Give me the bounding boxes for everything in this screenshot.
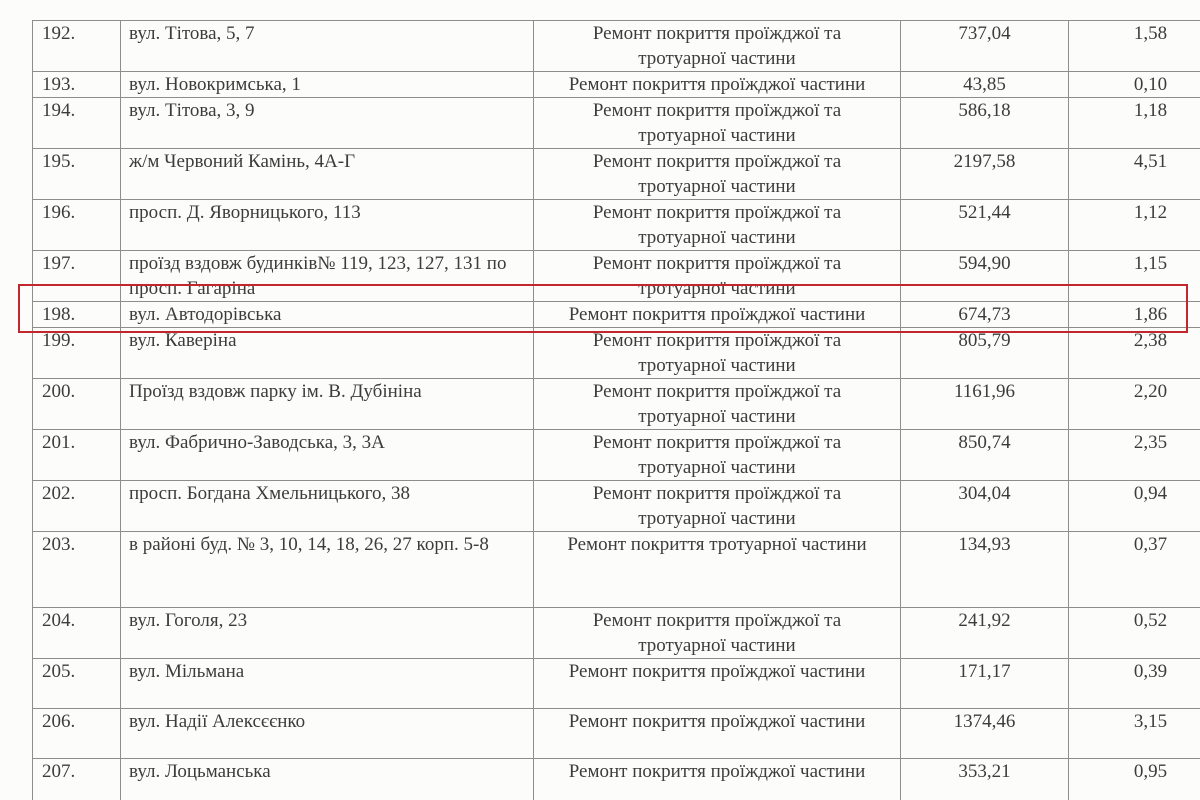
address-cell: Проїзд вздовж парку ім. В. Дубініна xyxy=(121,379,534,430)
area-cell: 171,17 xyxy=(901,659,1069,709)
work-line-2: тротуарної частини xyxy=(638,176,796,197)
address-cell: просп. Богдана Хмельницького, 38 xyxy=(121,481,534,532)
table-row xyxy=(33,251,1200,302)
row-number: 195. xyxy=(33,149,121,200)
row-number: 193. xyxy=(33,72,121,98)
work-line-2: тротуарної частини xyxy=(638,355,796,376)
cost-cell: 0,94 xyxy=(1069,481,1200,532)
cost-cell: 1,18 xyxy=(1069,98,1200,149)
repair-works-table xyxy=(32,20,1200,800)
work-line-1: Ремонт покриття проїжджої та xyxy=(592,100,842,121)
area-cell: 2197,58 xyxy=(901,149,1069,200)
work-line-1: Ремонт покриття проїжджої та xyxy=(592,483,842,504)
row-number: 197. xyxy=(33,251,121,302)
work-line-1: Ремонт покриття проїжджої та xyxy=(592,253,842,274)
area-cell: 134,93 xyxy=(901,532,1069,608)
row-number: 204. xyxy=(33,608,121,659)
area-cell: 674,73 xyxy=(901,302,1069,328)
work-type-cell: Ремонт покриття проїжджої частини xyxy=(534,659,901,709)
cost-cell: 1,58 xyxy=(1069,21,1200,72)
work-line-1: Ремонт покриття проїжджої та xyxy=(592,432,842,453)
work-line-1: Ремонт покриття проїжджої та xyxy=(592,23,842,44)
cost-cell: 0,39 xyxy=(1069,659,1200,709)
area-cell: 43,85 xyxy=(901,72,1069,98)
cost-cell: 1,15 xyxy=(1069,251,1200,302)
area-cell: 586,18 xyxy=(901,98,1069,149)
table-row xyxy=(33,72,1200,98)
table-row xyxy=(33,608,1200,659)
address-cell: вул. Тітова, 3, 9 xyxy=(121,98,534,149)
work-type-cell xyxy=(534,481,901,532)
work-line-1: Ремонт покриття проїжджої та xyxy=(592,202,842,223)
work-line-1: Ремонт покриття проїжджої та xyxy=(592,381,842,402)
cost-cell: 0,52 xyxy=(1069,608,1200,659)
work-type-cell xyxy=(534,200,901,251)
work-type-cell xyxy=(534,430,901,481)
work-type-cell: Ремонт покриття проїжджої частини xyxy=(534,302,901,328)
work-line-2: тротуарної частини xyxy=(638,125,796,146)
work-line-2: тротуарної частини xyxy=(638,278,796,299)
table-row-highlighted xyxy=(33,302,1200,328)
table-row xyxy=(33,430,1200,481)
address-cell: проїзд вздовж будинків№ 119, 123, 127, 131 по просп. Гагаріна xyxy=(121,251,534,302)
cost-cell: 0,95 xyxy=(1069,759,1200,800)
address-cell: в районі буд. № 3, 10, 14, 18, 26, 27 корп. 5-8 xyxy=(121,532,534,608)
area-cell: 353,21 xyxy=(901,759,1069,800)
work-type-cell xyxy=(534,379,901,430)
area-cell: 304,04 xyxy=(901,481,1069,532)
cost-cell: 2,20 xyxy=(1069,379,1200,430)
work-line-1: Ремонт покриття проїжджої та xyxy=(592,330,842,351)
address-cell: вул. Лоцьманська xyxy=(121,759,534,800)
address-cell: ж/м Червоний Камінь, 4А-Г xyxy=(121,149,534,200)
work-type-cell xyxy=(534,328,901,379)
work-line-2: тротуарної частини xyxy=(638,635,796,656)
address-cell: вул. Гоголя, 23 xyxy=(121,608,534,659)
work-line-2: тротуарної частини xyxy=(638,508,796,529)
row-number: 203. xyxy=(33,532,121,608)
work-type-cell: Ремонт покриття проїжджої частини xyxy=(534,759,901,800)
table-row xyxy=(33,328,1200,379)
area-cell: 1374,46 xyxy=(901,709,1069,759)
cost-cell: 3,15 xyxy=(1069,709,1200,759)
row-number: 206. xyxy=(33,709,121,759)
cost-cell: 0,10 xyxy=(1069,72,1200,98)
row-number: 200. xyxy=(33,379,121,430)
row-number: 199. xyxy=(33,328,121,379)
cost-cell: 2,38 xyxy=(1069,328,1200,379)
work-type-cell xyxy=(534,21,901,72)
row-number: 194. xyxy=(33,98,121,149)
table-row xyxy=(33,379,1200,430)
cost-cell: 0,37 xyxy=(1069,532,1200,608)
row-number: 205. xyxy=(33,659,121,709)
work-line-2: тротуарної частини xyxy=(638,48,796,69)
table-row xyxy=(33,149,1200,200)
work-line-1: Ремонт покриття проїжджої та xyxy=(592,151,842,172)
row-number: 196. xyxy=(33,200,121,251)
work-line-2: тротуарної частини xyxy=(638,457,796,478)
address-cell: вул. Каверіна xyxy=(121,328,534,379)
area-cell: 1161,96 xyxy=(901,379,1069,430)
row-number: 192. xyxy=(33,21,121,72)
cost-cell: 1,12 xyxy=(1069,200,1200,251)
work-type-cell xyxy=(534,98,901,149)
row-number: 201. xyxy=(33,430,121,481)
table-row xyxy=(33,21,1200,72)
work-line-2: тротуарної частини xyxy=(638,227,796,248)
table-row xyxy=(33,200,1200,251)
cost-cell: 4,51 xyxy=(1069,149,1200,200)
address-cell: вул. Мільмана xyxy=(121,659,534,709)
work-line-1: Ремонт покриття проїжджої та xyxy=(592,610,842,631)
address-cell: просп. Д. Яворницького, 113 xyxy=(121,200,534,251)
row-number: 198. xyxy=(33,302,121,328)
address-cell: вул. Автодорівська xyxy=(121,302,534,328)
work-line-2: тротуарної частини xyxy=(638,406,796,427)
work-type-cell: Ремонт покриття проїжджої частини xyxy=(534,709,901,759)
row-number: 207. xyxy=(33,759,121,800)
table-row xyxy=(33,759,1200,800)
address-cell: вул. Тітова, 5, 7 xyxy=(121,21,534,72)
table-row xyxy=(33,659,1200,709)
address-cell: вул. Фабрично-Заводська, 3, 3А xyxy=(121,430,534,481)
area-cell: 521,44 xyxy=(901,200,1069,251)
table-row xyxy=(33,709,1200,759)
address-cell: вул. Новокримська, 1 xyxy=(121,72,534,98)
cost-cell: 2,35 xyxy=(1069,430,1200,481)
work-type-cell: Ремонт покриття проїжджої частини xyxy=(534,72,901,98)
table-row xyxy=(33,481,1200,532)
area-cell: 737,04 xyxy=(901,21,1069,72)
address-cell: вул. Надії Алексєєнко xyxy=(121,709,534,759)
work-type-cell xyxy=(534,608,901,659)
cost-cell: 1,86 xyxy=(1069,302,1200,328)
area-cell: 805,79 xyxy=(901,328,1069,379)
area-cell: 850,74 xyxy=(901,430,1069,481)
area-cell: 241,92 xyxy=(901,608,1069,659)
table-row xyxy=(33,98,1200,149)
area-cell: 594,90 xyxy=(901,251,1069,302)
table-row xyxy=(33,532,1200,608)
work-type-cell xyxy=(534,149,901,200)
work-type-cell: Ремонт покриття тротуарної частини xyxy=(534,532,901,608)
work-type-cell xyxy=(534,251,901,302)
row-number: 202. xyxy=(33,481,121,532)
